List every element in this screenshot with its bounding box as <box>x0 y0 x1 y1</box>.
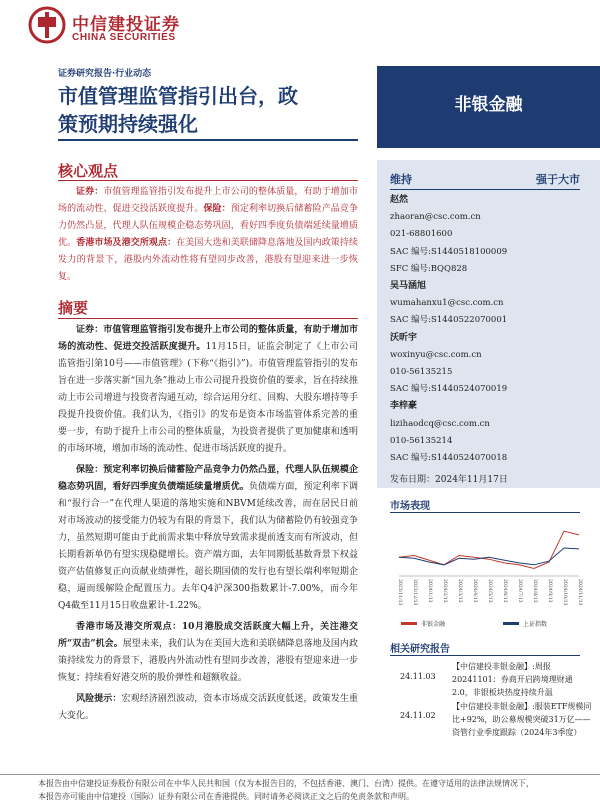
publish-date <box>390 472 508 485</box>
core-seg1-text: 市值管理监管指引发布提升上市公司的整体质量，有助于增加市场的流动性、促进交投活跃度提升。 <box>58 187 358 214</box>
x-tick-label: 2024/4/13 <box>472 579 477 603</box>
x-tick-label: 2024/7/13 <box>517 579 522 603</box>
logo-en: CHINA SECURITIES <box>72 32 176 43</box>
market-chart <box>383 514 593 632</box>
title-line-2: 策预期持续强化 <box>58 112 198 136</box>
x-tick-label: 2024/1/13 <box>427 579 432 603</box>
report-title <box>58 82 368 138</box>
x-tick-label: 2024/6/13 <box>502 579 507 603</box>
x-tick-label: 2024/11/13 <box>577 579 582 606</box>
analyst-name: 吴马涵旭 <box>390 281 427 292</box>
related-date: 24.11.02 <box>400 711 436 720</box>
summary-heading: 摘要 <box>58 299 89 317</box>
title-divider <box>58 139 358 141</box>
summary-p2-bold: 保险：预定利率切换后储蓄险产品竞争力仍然凸显，代理人队伍规模企稳态势巩固，看好四季度负债端延续量增质优。 <box>58 465 358 492</box>
summary-p4-bold: 风险提示： <box>76 694 122 704</box>
analyst-phone: 010-56135214 <box>390 435 453 446</box>
footer-line-2: 本报告亦可能由中信建投（国际）证券有限公司在香港提供。同时请务必阅读正文之后的免责条款和声明。 <box>38 792 414 801</box>
summary-paragraph-hk <box>58 619 358 687</box>
footer-line-1: 本报告由中信建投证券股份有限公司在中华人民共和国（仅为本报告目的，不包括香港、澳门、台湾）提供。在遵守适用的法律法规情况下， <box>38 779 534 788</box>
analyst-email: zhaoran@csc.com.cn <box>390 212 481 223</box>
summary-body <box>58 322 358 725</box>
x-tick-label: 2024/5/13 <box>487 579 492 603</box>
publish-label: 发布日期： <box>390 475 436 485</box>
legend-swatch-b <box>503 622 519 625</box>
core-seg3-label: 香港市场及港交所观点： <box>76 238 177 248</box>
report-type: 证券研究报告·行业动态 <box>58 69 152 79</box>
logo-cn: 中信建投证券 <box>72 15 180 35</box>
core-seg2-text: 预定利率切换后储蓄险产品竞争力仍然凸显，代理人队伍规模企稳态势巩固，看好四季度负债端延续量增质优。 <box>58 204 358 248</box>
x-tick-label: 2023/11/13 <box>397 579 402 606</box>
market-divider <box>390 512 580 513</box>
summary-paragraph-securities <box>58 322 358 458</box>
core-seg3-text: 在美国大选和美联储降息落地及国内政策持续发力的背景下，港股内外流动性将有望同步改善，港股有望迎来进一步恢复。 <box>58 238 358 282</box>
analyst-phone: 010-56135215 <box>390 367 453 378</box>
summary-paragraph-risk <box>58 691 358 725</box>
title-line-1: 市值管理监管指引出台，政 <box>58 84 298 108</box>
x-tick-label: 2023/12/13 <box>412 579 417 606</box>
summary-p1-text: 11月15日，证监会制定了《上市公司监管指引第10号——市值管理》(下称“《指引》”)。市值管理监管指引的发布旨在进一步落实新“国九条”推动上市公司提升投资价值的要求，旨在持续推动上市公司增进与投资者沟通互动，综合运用分红、回购、大股东增持等手段提升投资价值。我们认为，《指引》的发布是资本市场监管体系完善的重要一步，有助于提升上市公司的整体质量，为投资者提供了更加健康和透明的市场环境，增加市场的流动性、促进市场活跃度的提升。 <box>58 342 358 454</box>
rating-row <box>390 171 580 187</box>
analyst-phone: 021-68801600 <box>390 229 453 240</box>
core-heading: 核心观点 <box>58 162 119 180</box>
company-logo-icon <box>28 6 66 44</box>
rating-divider <box>390 189 580 190</box>
summary-paragraph-insurance <box>58 462 358 615</box>
summary-p1-bold: 证券：市值管理监管指引发布提升上市公司的整体质量，有助于增加市场的流动性、促进交投活跃度提升。 <box>58 325 358 352</box>
analyst-email: wumahanxu1@csc.com.cn <box>390 298 504 309</box>
summary-divider <box>58 318 358 319</box>
core-divider <box>58 180 358 181</box>
legend-swatch-a <box>401 622 417 625</box>
related-title: 相关研究报告 <box>390 644 450 655</box>
x-tick-label: 2024/8/13 <box>532 579 537 603</box>
analyst-sac: SAC 编号:S1440522070001 <box>390 315 508 326</box>
summary-p3-bold: 香港市场及港交所观点：10月港股成交活跃度大幅上升，关注港交所“双击”机会。 <box>58 622 358 649</box>
rating-value: 强于大市 <box>536 173 580 186</box>
sector-label: 非银金融 <box>454 95 523 114</box>
x-tick-label: 2024/2/13 <box>442 579 447 603</box>
analyst-email: lizihaodcq@csc.com.cn <box>390 418 490 429</box>
legend-label-a: 非银金融 <box>421 621 446 628</box>
analyst-name: 赵然 <box>390 195 409 205</box>
footer-disclaimer <box>38 777 598 803</box>
x-tick-label: 2024/10/13 <box>562 579 567 606</box>
footer-divider <box>0 774 600 775</box>
summary-p3-text: 展望未来，我们认为在美国大选和美联储降息落地及国内政策持续发力的背景下，港股内外流动性有望同步改善，港股有望迎来进一步恢复；持续看好港交所的股价弹性和超额收益。 <box>58 639 358 683</box>
rating-label: 维持 <box>390 173 412 186</box>
x-tick-label: 2024/3/13 <box>457 579 462 603</box>
related-date: 24.11.03 <box>400 672 436 681</box>
market-title: 市场表现 <box>390 501 430 512</box>
analyst-sac: SAC 编号:S1440518100009 <box>390 246 508 257</box>
core-seg1-label: 证券： <box>76 187 104 197</box>
analyst-name: 李梓豪 <box>390 401 418 412</box>
core-seg2-label: 保险： <box>203 204 231 214</box>
series-line-非银金融 <box>399 531 579 568</box>
analyst-list <box>390 192 590 467</box>
related-divider <box>390 655 580 656</box>
summary-p4-text: 宏观经济剧烈波动，资本市场成交活跃度低迷，政策发生重大变化。 <box>58 694 358 721</box>
legend-label-b: 上证指数 <box>523 621 548 628</box>
x-tick-label: 2024/9/13 <box>547 579 552 603</box>
analyst-sac: SAC 编号:S1440524070019 <box>390 384 508 395</box>
publish-value: 2024年11月17日 <box>435 475 508 485</box>
analyst-sfc: SFC 编号:BQQ828 <box>390 263 468 274</box>
analyst-sac: SAC 编号:S1440524070018 <box>390 453 508 464</box>
related-link[interactable]: 【中信建投非银金融】:周报20241101：券商开启跨境理财通2.0，非银板块热度持续升温 <box>452 662 573 697</box>
summary-p2-text: 负债端方面，预定利率下调和“报行合一”在代理人渠道的落地实施和NBVM延续改善，而在居民日前对市场波动的接受能力仍较为有限的背景下，我们认为储蓄险仍有较强竞争力，虽然短期可能由于此前需求集中释放导致需求提前透支而有所波动，但长期看新单仍有望实现稳健增长。资产端方面，去年同期低基数背景下权益资产估值修复正向贡献业绩弹性，超长期国债的发行也有望长端利率短期企稳，逼而缓解险企配置压力。去年Q4沪深300指数累计-7.00%，而今年Q4截至11月15日收盘累计-1.22%。 <box>58 482 358 611</box>
analyst-email: woxinyu@csc.com.cn <box>390 349 482 360</box>
core-paragraph <box>58 184 358 286</box>
analyst-name: 沃昕宇 <box>390 332 418 343</box>
related-link[interactable]: 【中信建投非银金融】:服装ETF规模同比+92%，助公募规模突破31万亿——资管行业季度跟踪（2024年3季度） <box>452 702 592 737</box>
